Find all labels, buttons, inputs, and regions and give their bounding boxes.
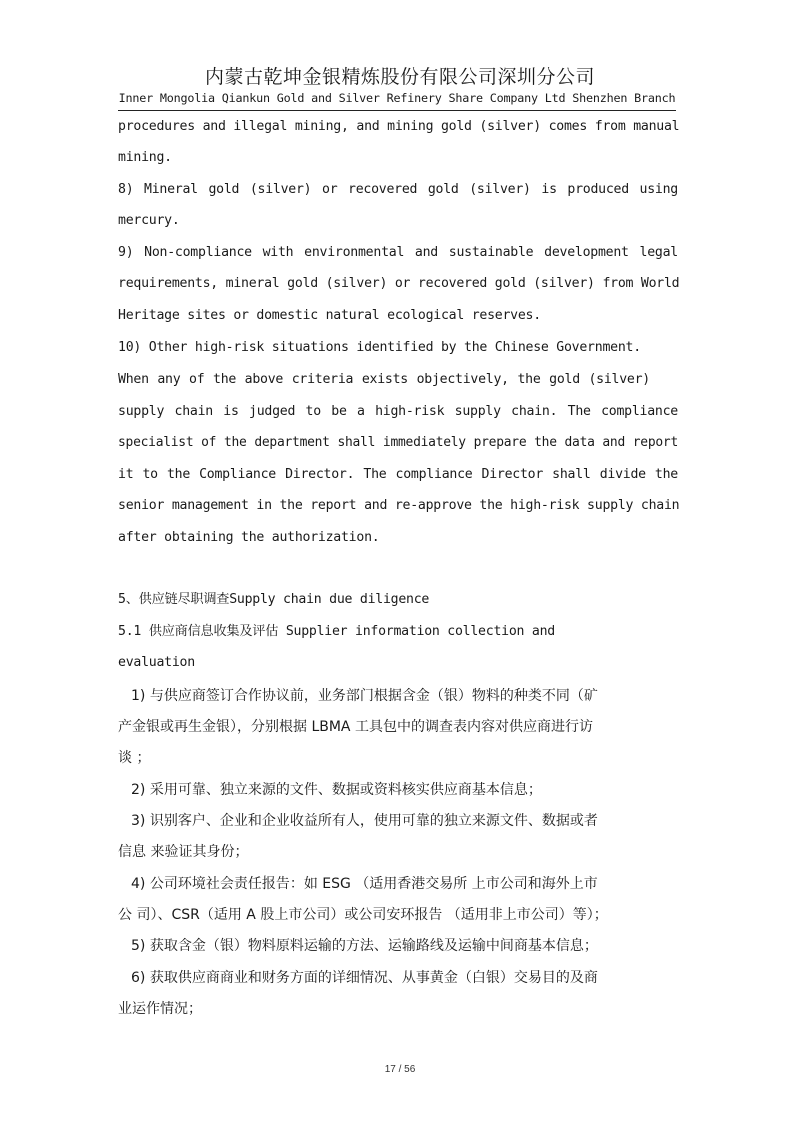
page-number: 17 / 56 bbox=[384, 1064, 416, 1075]
list-item-9: 9) Non-compliance with environmental and sustainable development legal bbox=[118, 245, 678, 260]
paragraph-line: procedures and illegal mining, and mining gold (silver) comes from manual bbox=[118, 119, 680, 134]
paragraph-line: requirements, mineral gold (silver) or recovered gold (silver) from World bbox=[118, 276, 680, 291]
cn-paragraph-line: 产金银或再生金银），分别根据 LBMA 工具包中的调查表内容对供应商进行访 bbox=[118, 719, 593, 735]
cn-list-item-4: 4) 公司环境社会责任报告：如 ESG （适用香港交易所 上市公司和海外上市 bbox=[131, 876, 598, 892]
section-heading-5: 5、供应链尽职调查Supply chain due diligence bbox=[118, 592, 430, 607]
paragraph-line: Heritage sites or domestic natural ecological reserves. bbox=[118, 308, 541, 323]
cn-paragraph-line: 谈 ； bbox=[118, 750, 151, 766]
cn-paragraph-line: 信息 来验证其身份； bbox=[118, 844, 249, 860]
paragraph-line: after obtaining the authorization. bbox=[118, 530, 380, 545]
section-heading-5-1: 5.1 供应商信息收集及评估 Supplier information collection and bbox=[118, 624, 555, 639]
paragraph-line: it to the Compliance Director. The compliance Director shall divide the bbox=[118, 467, 678, 482]
header-divider bbox=[118, 110, 676, 111]
list-item-10: 10) Other high-risk situations identified by the Chinese Government. bbox=[118, 340, 641, 355]
company-name-english: Inner Mongolia Qiankun Gold and Silver Refinery Share Company Ltd Shenzhen Branch bbox=[118, 91, 676, 105]
paragraph-line: specialist of the department shall immediately prepare the data and report bbox=[118, 435, 678, 450]
paragraph-line: mining. bbox=[118, 150, 172, 165]
list-item-8: 8) Mineral gold (silver) or recovered gold (silver) is produced using bbox=[118, 182, 678, 197]
cn-list-item-5: 5) 获取含金（银）物料原料运输的方法、运输路线及运输中间商基本信息； bbox=[131, 938, 598, 954]
paragraph-line: mercury. bbox=[118, 213, 180, 228]
section-heading-5-1-cont: evaluation bbox=[118, 655, 195, 670]
paragraph-line: senior management in the report and re-approve the high-risk supply chain bbox=[118, 498, 680, 513]
paragraph-line: When any of the above criteria exists objectively, the gold (silver) bbox=[118, 372, 650, 387]
company-name-chinese: 内蒙古乾坤金银精炼股份有限公司深圳分公司 bbox=[204, 66, 595, 88]
cn-list-item-2: 2) 采用可靠、独立来源的文件、数据或资料核实供应商基本信息； bbox=[131, 782, 542, 798]
paragraph-line: supply chain is judged to be a high-risk supply chain. The compliance bbox=[118, 404, 678, 419]
cn-paragraph-line: 公 司）、CSR（适用 A 股上市公司）或公司安环报告 （适用非上市公司）等）； bbox=[118, 907, 608, 923]
cn-list-item-6: 6) 获取供应商商业和财务方面的详细情况、从事黄金（白银）交易目的及商 bbox=[131, 970, 598, 986]
cn-paragraph-line: 业运作情况； bbox=[118, 1001, 202, 1017]
cn-list-item-3: 3) 识别客户、企业和企业收益所有人，使用可靠的独立来源文件、数据或者 bbox=[131, 813, 598, 829]
cn-list-item-1: 1) 与供应商签订合作协议前，业务部门根据含金（银）物料的种类不同（矿 bbox=[131, 688, 598, 704]
